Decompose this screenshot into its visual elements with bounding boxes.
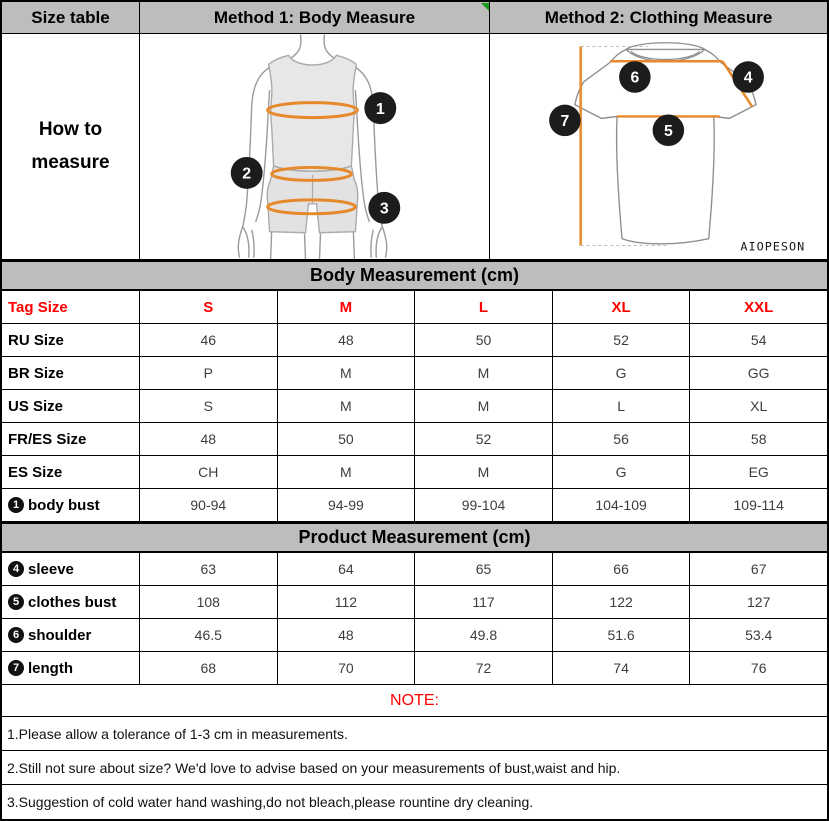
marker-5: 5: [663, 122, 673, 140]
row-label: length: [28, 659, 73, 677]
note-row-1: [2, 717, 827, 751]
tag-size-xl: XL: [552, 291, 690, 323]
table-row-es-size: [2, 456, 827, 489]
table-row-ru-size: [2, 324, 827, 357]
cell-value: 76: [689, 652, 827, 684]
cell-value: 94-99: [277, 489, 415, 521]
note-text: 3.Suggestion of cold water hand washing,do not bleach,please rountine dry cleaning.: [7, 794, 534, 810]
cell-value: 54: [689, 324, 827, 356]
cell-value: 56: [552, 423, 690, 455]
cell-value: 72: [414, 652, 552, 684]
cell-value: 52: [552, 324, 690, 356]
tshirt-illustration: [490, 34, 827, 259]
marker-6: 6: [630, 69, 640, 87]
marker-1: 1: [375, 100, 385, 118]
cell-value: 49.8: [414, 619, 552, 651]
table-row-body-bust: [2, 489, 827, 522]
cell-value: 122: [552, 586, 690, 618]
cell-value: 48: [139, 423, 277, 455]
body-figure-illustration: [140, 34, 489, 259]
cell-value: 53.4: [689, 619, 827, 651]
cell-value: 64: [277, 553, 415, 585]
table-row-length: [2, 652, 827, 685]
cell-value: XL: [689, 390, 827, 422]
product-measurement-title: Product Measurement (cm): [298, 527, 531, 547]
row-label: FR/ES Size: [8, 430, 87, 448]
cell-value: 63: [139, 553, 277, 585]
cell-value: 51.6: [552, 619, 690, 651]
cell-value: GG: [689, 357, 827, 389]
tag-size-m: M: [277, 291, 415, 323]
cell-value: M: [277, 357, 415, 389]
cell-flag-triangle-icon: [481, 3, 489, 11]
cell-value: 109-114: [689, 489, 827, 521]
row-marker-5-icon: 5: [8, 594, 24, 610]
marker-3: 3: [379, 200, 389, 218]
note-title-row: [2, 685, 827, 717]
cell-value: G: [552, 456, 690, 488]
tag-size-xxl: XXL: [689, 291, 827, 323]
top-header-row: [2, 2, 827, 34]
marker-4: 4: [743, 69, 753, 87]
cell-value: M: [277, 390, 415, 422]
tank-top-shape: [269, 55, 357, 171]
body-measure-diagram: [139, 34, 489, 259]
note-text: 1.Please allow a tolerance of 1-3 cm in measurements.: [7, 725, 348, 742]
cell-value: 65: [414, 553, 552, 585]
note-row-2: [2, 751, 827, 785]
row-marker-1-icon: 1: [8, 497, 24, 513]
note-row-3: [2, 785, 827, 819]
brand-label: AIOPESON: [740, 239, 806, 254]
how-to-measure-label: How to measure: [31, 119, 110, 173]
cell-value: M: [414, 456, 552, 488]
cell-value: G: [552, 357, 690, 389]
row-label: body bust: [28, 496, 100, 514]
cell-value: 70: [277, 652, 415, 684]
table-row-br-size: [2, 357, 827, 390]
row-label: shoulder: [28, 626, 92, 644]
cell-value: P: [139, 357, 277, 389]
marker-2: 2: [242, 165, 252, 183]
row-label: BR Size: [8, 364, 64, 382]
size-table-header: Size table: [31, 7, 110, 27]
body-measurement-title: Body Measurement (cm): [309, 265, 520, 285]
cell-value: 46: [139, 324, 277, 356]
cell-value: 50: [414, 324, 552, 356]
method2-header: Method 2: Clothing Measure: [489, 2, 827, 33]
cell-value: 58: [689, 423, 827, 455]
cell-value: 66: [552, 553, 690, 585]
cell-value: 74: [552, 652, 690, 684]
cell-value: 48: [277, 324, 415, 356]
note-text: 2.Still not sure about size? We'd love to advise based on your measurements of bust,waist and hip.: [7, 759, 621, 776]
table-row-clothes-bust: [2, 586, 827, 619]
row-marker-6-icon: 6: [8, 627, 24, 643]
row-label: ES Size: [8, 463, 63, 481]
cell-value: 108: [139, 586, 277, 618]
row-marker-7-icon: 7: [8, 660, 24, 676]
cell-value: 90-94: [139, 489, 277, 521]
table-row-us-size: [2, 390, 827, 423]
product-measurement-band: [2, 522, 827, 553]
clothing-measure-diagram: [489, 34, 827, 259]
cell-value: 46.5: [139, 619, 277, 651]
cell-value: 67: [689, 553, 827, 585]
cell-value: CH: [139, 456, 277, 488]
cell-value: 48: [277, 619, 415, 651]
cell-value: M: [414, 390, 552, 422]
cell-value: 117: [414, 586, 552, 618]
cell-value: 112: [277, 586, 415, 618]
cell-value: M: [414, 357, 552, 389]
table-row-shoulder: [2, 619, 827, 652]
cell-value: 127: [689, 586, 827, 618]
how-to-measure-row: [2, 34, 827, 260]
marker-7: 7: [560, 113, 570, 131]
cell-value: 52: [414, 423, 552, 455]
cell-value: S: [139, 390, 277, 422]
table-row-sleeve: [2, 553, 827, 586]
row-label: US Size: [8, 397, 64, 415]
tag-size-s: S: [139, 291, 277, 323]
row-label: clothes bust: [28, 593, 117, 611]
cell-value: 104-109: [552, 489, 690, 521]
tshirt-outline: [575, 49, 756, 243]
cell-value: 50: [277, 423, 415, 455]
cell-value: L: [552, 390, 690, 422]
row-marker-4-icon: 4: [8, 561, 24, 577]
note-title: NOTE:: [390, 691, 439, 709]
row-label: RU Size: [8, 331, 64, 349]
method1-header: Method 1: Body Measure: [139, 2, 489, 33]
tag-size-label: Tag Size: [8, 298, 68, 316]
row-label: sleeve: [28, 560, 74, 578]
tag-size-l: L: [414, 291, 552, 323]
body-measurement-band: [2, 260, 827, 291]
cell-value: 68: [139, 652, 277, 684]
tag-size-row: [2, 291, 827, 324]
cell-value: M: [277, 456, 415, 488]
cell-value: EG: [689, 456, 827, 488]
table-row-fres-size: [2, 423, 827, 456]
cell-value: 99-104: [414, 489, 552, 521]
